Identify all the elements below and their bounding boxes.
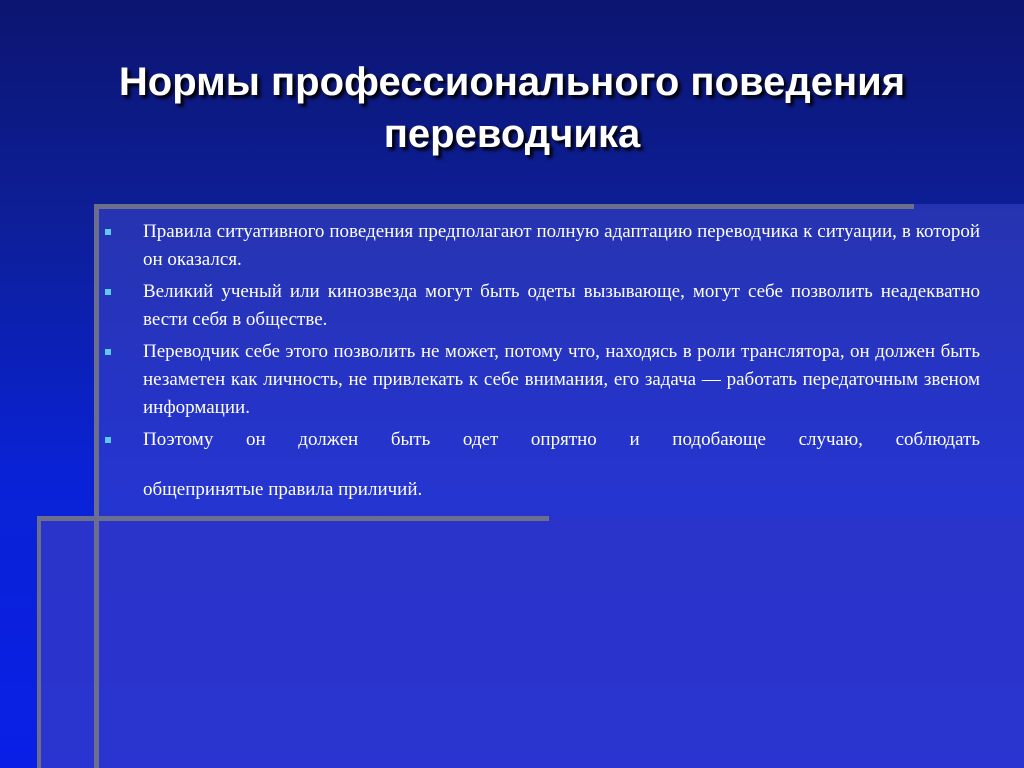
square-bullet-icon [105, 289, 111, 295]
list-item [100, 338, 980, 422]
square-bullet-icon [105, 437, 111, 443]
title-line-1: Нормы профессионального поведения [118, 60, 906, 104]
frame-line [37, 516, 549, 521]
square-bullet-icon [105, 349, 111, 355]
bullet-text: Правила ситуативного поведения предполагают полную адаптацию переводчика к ситуации, в которой он оказался. [143, 221, 980, 270]
bullet-text: Поэтому он должен быть одет опрятно и подобающе случаю, соблюдать [143, 429, 980, 450]
slide-title [40, 56, 984, 160]
title-line-2: переводчика [383, 112, 641, 156]
list-item [100, 218, 980, 274]
frame-line [94, 204, 99, 768]
lower-panel [37, 518, 1024, 768]
frame-line [37, 516, 41, 768]
list-item [100, 426, 980, 504]
bullet-text: Переводчик себе этого позволить не может, потому что, находясь в роли транслятора, он должен быть незаметен как личность, не привлекать к себе внимания, его задача — работать передаточным звеном информации. [143, 341, 980, 418]
frame-line [94, 204, 914, 209]
bullet-text-continuation: общепринятые правила приличий. [143, 479, 423, 500]
bullet-text: Великий ученый или кинозвезда могут быть одеты вызывающе, могут себе позволить неадекватно вести себя в обществе. [143, 281, 980, 330]
list-item [100, 278, 980, 334]
square-bullet-icon [105, 229, 111, 235]
bullet-list [100, 218, 980, 504]
